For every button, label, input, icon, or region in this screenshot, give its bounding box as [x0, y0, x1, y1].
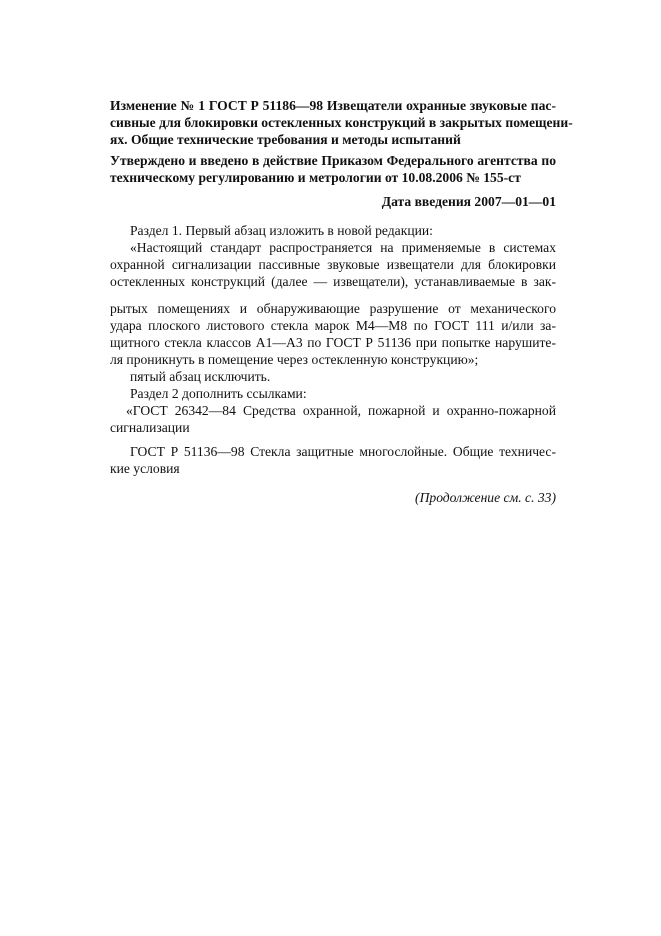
approval-line-2: техническому регулированию и метрологии от 10.08.2006 № 155-ст [110, 170, 521, 185]
body-line-11: «ГОСТ 26342—84 Средства охранной, пожарной и охранно-пожарной [126, 403, 556, 418]
heading-line-2: сивные для блокировки остекленных конструкций в закрытых помещени- [110, 115, 573, 130]
heading-line-1: Изменение № 1 ГОСТ Р 51186—98 Извещатели охранные звуковые пас- [110, 98, 556, 113]
body-line-12: сигнализации [110, 420, 190, 435]
body-line-10: Раздел 2 дополнить ссылками: [130, 386, 307, 401]
body-line-3: охранной сигнализации пассивные звуковые извещатели для блокировки [110, 257, 556, 272]
body-line-7: щитного стекла классов А1—А3 по ГОСТ Р 51136 при попытке нарушите- [110, 335, 556, 350]
body-line-4: остекленных конструкций (далее — извещатели), устанавливаемые в зак- [110, 274, 556, 289]
approval-line-1: Утверждено и введено в действие Приказом Федерального агентства по [110, 153, 556, 168]
body-line-6: удара плоского листового стекла марок М4—М8 по ГОСТ 111 и/или за- [110, 318, 556, 333]
effective-date: Дата введения 2007—01—01 [381, 194, 556, 209]
heading-line-3: ях. Общие технические требования и методы испытаний [110, 132, 461, 147]
body-line-1: Раздел 1. Первый абзац изложить в новой редакции: [130, 223, 433, 238]
body-line-9: пятый абзац исключить. [130, 369, 271, 384]
body-line-2: «Настоящий стандарт распространяется на применяемые в системах [130, 240, 556, 255]
body-line-14: кие условия [110, 461, 180, 476]
body-line-8: ля проникнуть в помещение через остекленную конструкцию»; [110, 352, 479, 367]
body-line-13: ГОСТ Р 51136—98 Стекла защитные многослойные. Общие техничес- [130, 444, 556, 459]
continuation-note: (Продолжение см. с. 33) [415, 490, 556, 505]
body-line-5: рытых помещениях и обнаруживающие разрушение от механического [110, 301, 556, 316]
